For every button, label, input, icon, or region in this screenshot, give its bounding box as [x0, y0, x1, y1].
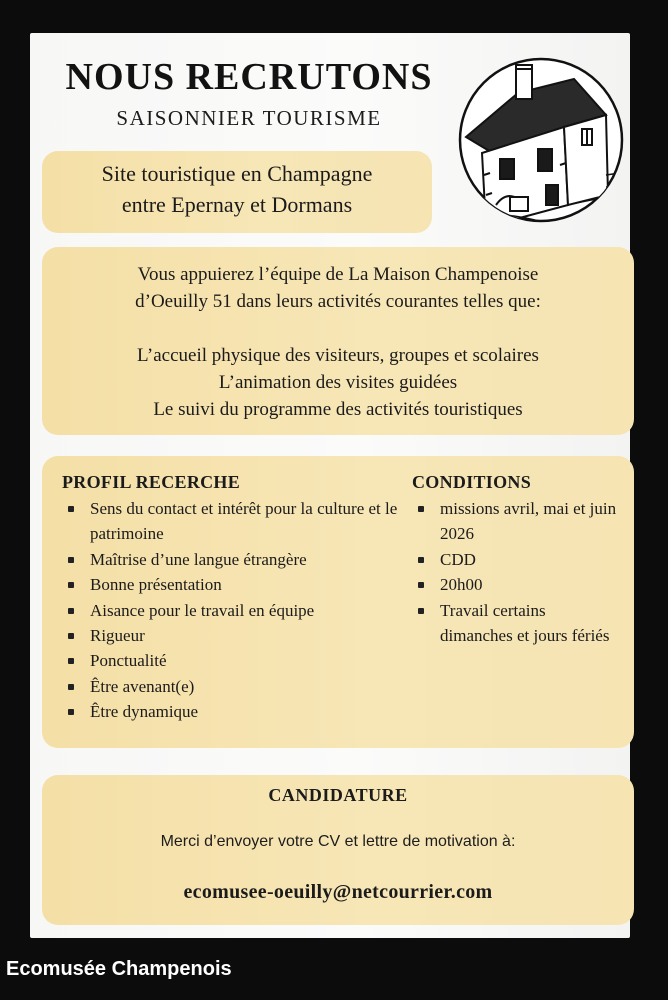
contact-email-link[interactable]: ecomusee-oeuilly@netcourrier.com [183, 881, 493, 903]
task-item: Le suivi du programme des activités touristiques [153, 399, 523, 420]
profile-list [62, 496, 402, 725]
list-item: missions avril, mai et juin 2026 [412, 496, 622, 547]
house-illustration-icon [456, 55, 626, 225]
candidature-heading: CANDIDATURE [268, 785, 408, 805]
list-item: Être avenant(e) [62, 674, 402, 699]
profile-heading: PROFIL RECERCHE [62, 472, 241, 492]
intro-line-1: Vous appuierez l’équipe de La Maison Champenoise [137, 264, 539, 285]
list-item: 20h00 [412, 572, 622, 597]
list-item: Maîtrise d’une langue étrangère [62, 547, 402, 572]
list-item: Travail certains dimanches et jours fériés [412, 598, 622, 649]
intro-line-2: d’Oeuilly 51 dans leurs activités courantes telles que: [135, 291, 541, 312]
profile-conditions-box [42, 456, 634, 748]
candidature-box [42, 775, 634, 925]
profile-column [62, 470, 402, 725]
conditions-heading: CONDITIONS [412, 472, 532, 492]
conditions-column [412, 470, 622, 648]
candidature-instructions: Merci d’envoyer votre CV et lettre de motivation à: [160, 833, 516, 850]
poster-subtitle: SAISONNIER TOURISME [116, 106, 382, 130]
site-location-box [42, 151, 432, 233]
list-item: Rigueur [62, 623, 402, 648]
task-item: L’animation des visites guidées [218, 372, 458, 393]
list-item: Aisance pour le travail en équipe [62, 598, 402, 623]
conditions-list [412, 496, 622, 648]
job-description-box [42, 247, 634, 435]
list-item: Sens du contact et intérêt pour la culture et le patrimoine [62, 496, 402, 547]
task-item: L’accueil physique des visiteurs, groupes et scolaires [137, 345, 539, 366]
site-line-2: entre Epernay et Dormans [121, 192, 353, 217]
site-line-1: Site touristique en Champagne [101, 161, 373, 186]
poster-title: NOUS RECRUTONS [65, 56, 433, 98]
list-item: Bonne présentation [62, 572, 402, 597]
list-item: CDD [412, 547, 622, 572]
list-item: Être dynamique [62, 699, 402, 724]
recruitment-poster [30, 33, 630, 938]
footer-caption: Ecomusée Champenois [6, 958, 232, 980]
list-item: Ponctualité [62, 648, 402, 673]
